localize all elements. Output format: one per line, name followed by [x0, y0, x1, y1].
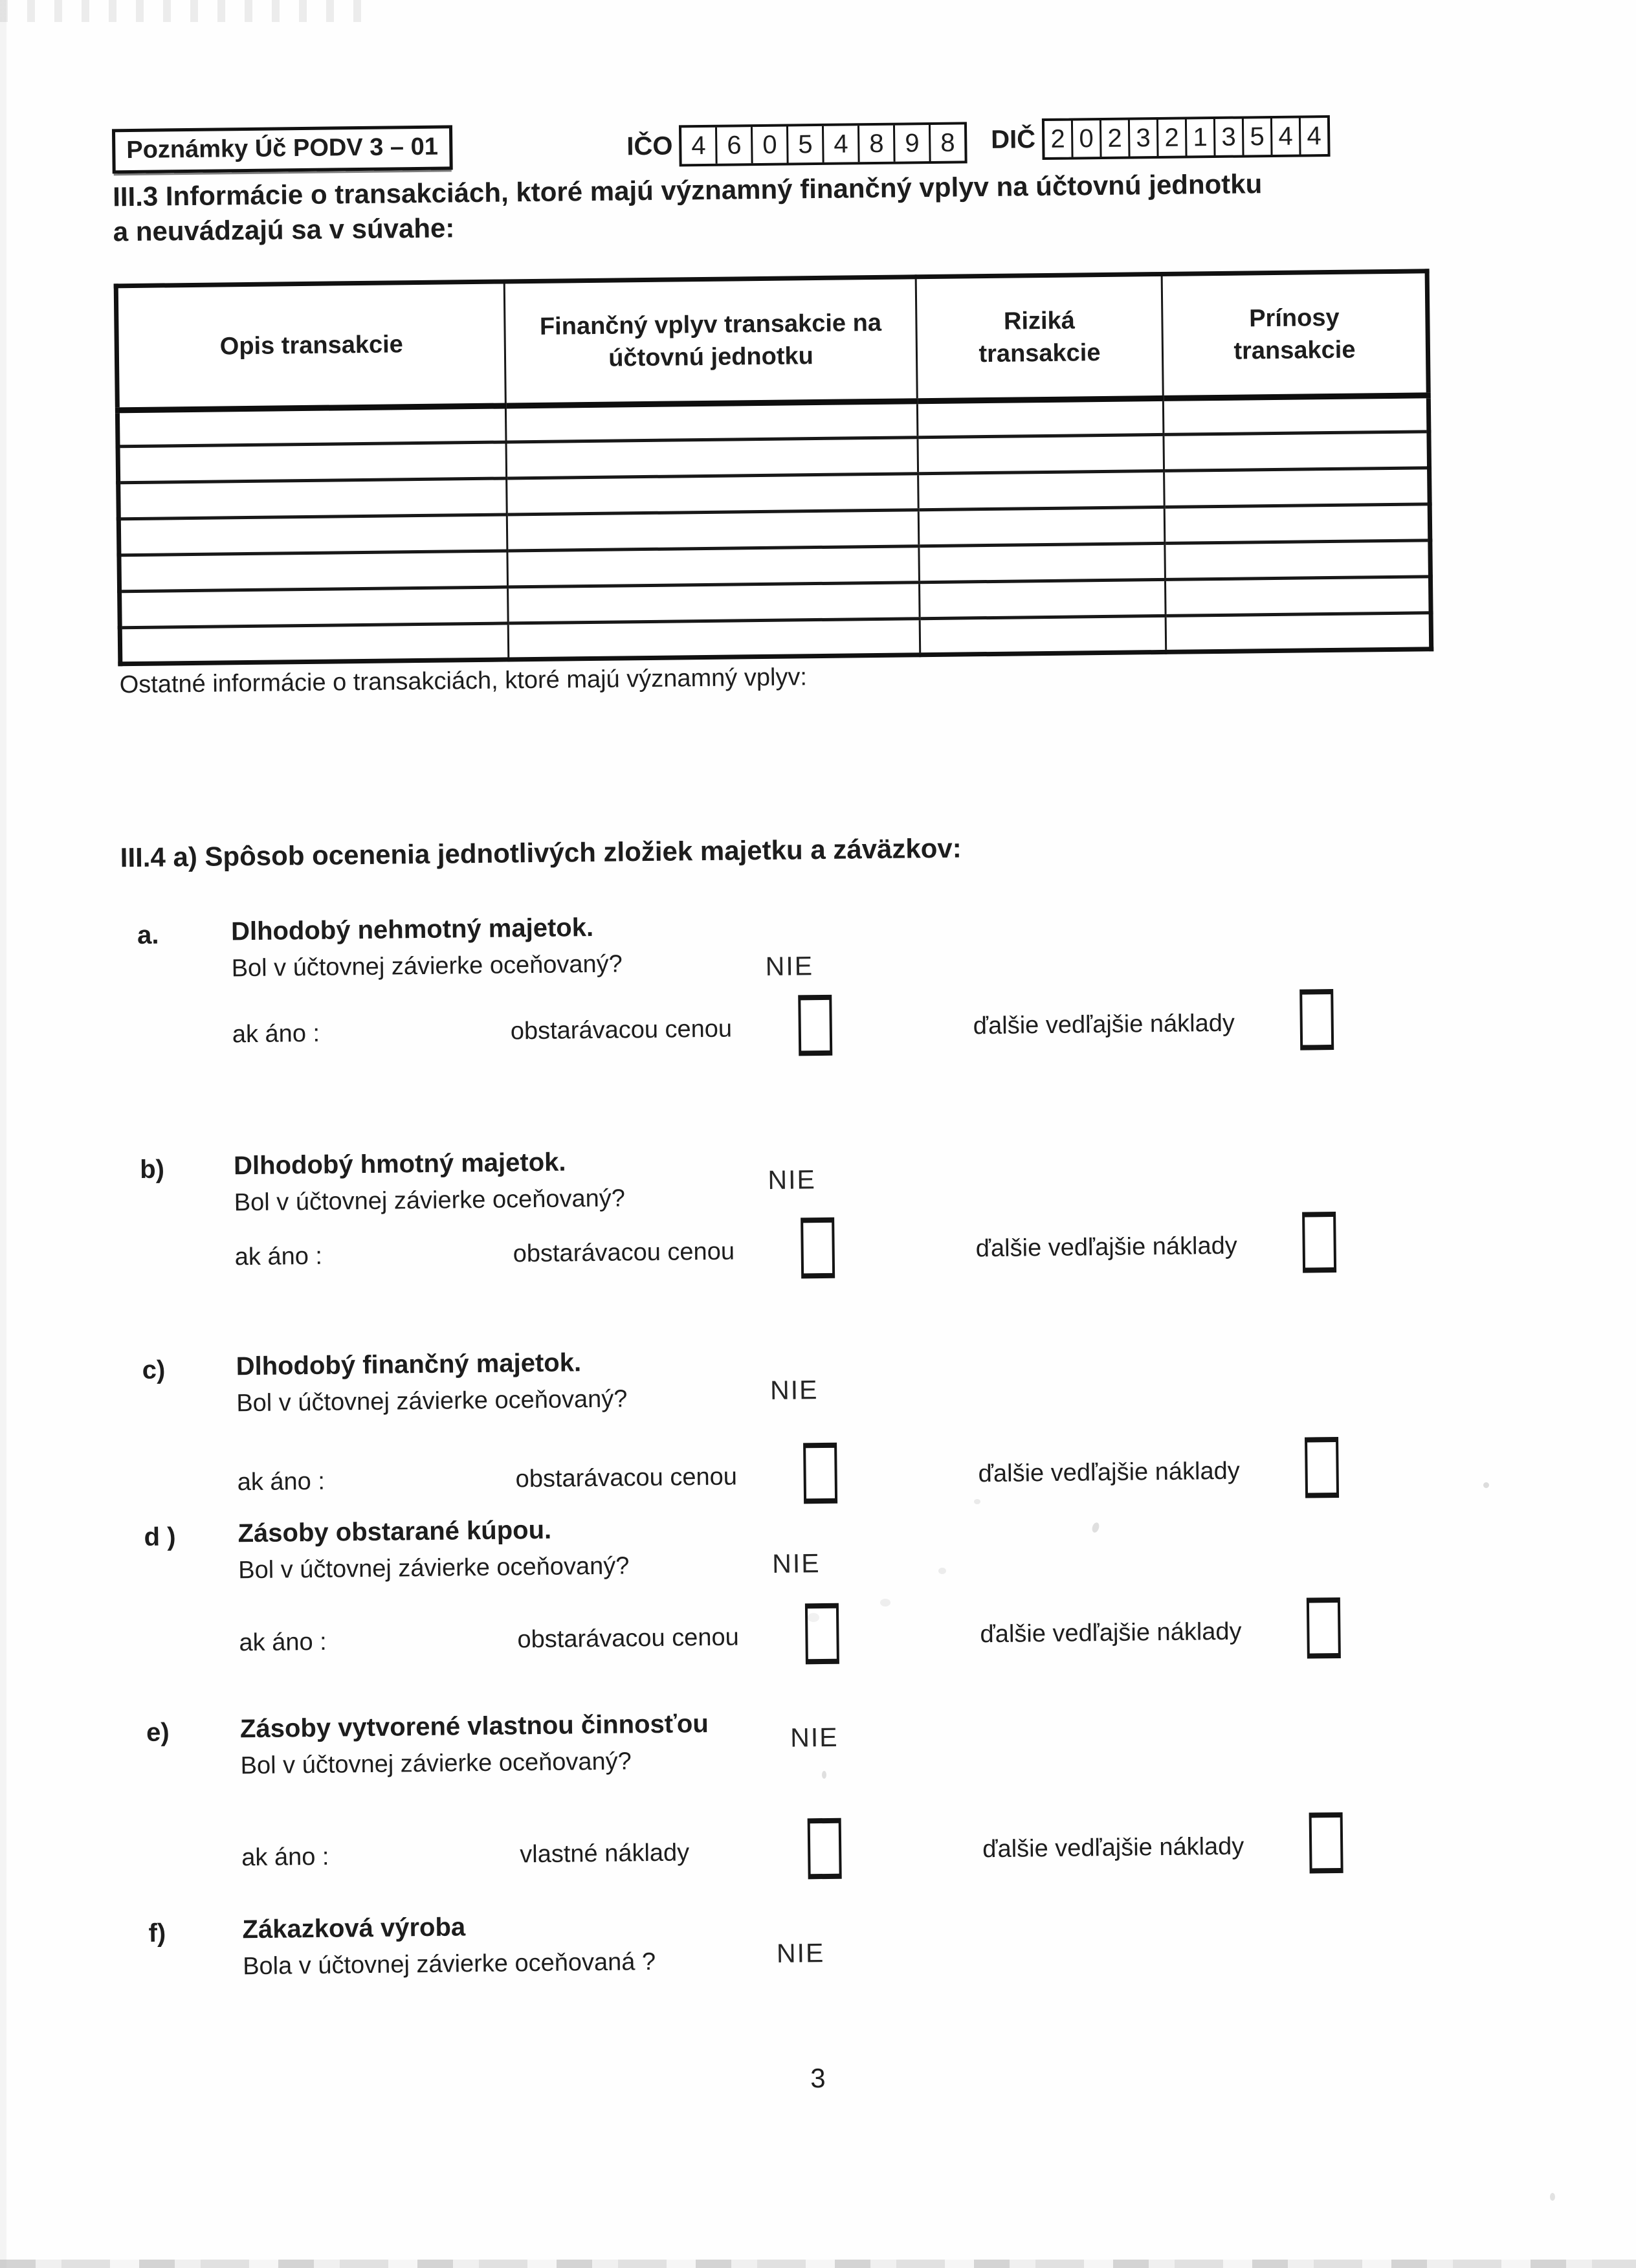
checkbox-obstaravacou-cenou[interactable] [801, 1217, 835, 1279]
checkbox-dalsie-vedlajsie-naklady[interactable] [1305, 1437, 1339, 1498]
section-iii3-heading [113, 164, 1492, 249]
table-header-row [116, 271, 1428, 410]
table-cell [1166, 613, 1432, 652]
checkbox-vlastne-naklady[interactable] [808, 1818, 842, 1880]
checkbox-dalsie-vedlajsie-naklady[interactable] [1307, 1597, 1341, 1659]
dic-digit: 1 [1185, 119, 1214, 155]
if-yes-label: ak áno : [239, 1628, 327, 1657]
item-question: Bol v účtovnej závierke oceňovaný? [234, 1184, 626, 1217]
ico-label: IČO [626, 131, 673, 161]
scan-smudge [938, 1568, 946, 1574]
table-cell [919, 579, 1166, 618]
if-yes-label: ak áno : [232, 1019, 320, 1049]
scan-smudge [1483, 1482, 1489, 1488]
col-financny-vplyv: Finančný vplyv transakcie na účtovnú jednotku [504, 277, 917, 406]
item-question: Bol v účtovnej závierke oceňovaný? [238, 1552, 630, 1584]
table-cell [507, 474, 919, 515]
checkbox-dalsie-vedlajsie-naklady[interactable] [1309, 1812, 1343, 1874]
dic-digit-boxes [1042, 115, 1331, 160]
ico-digit: 8 [857, 126, 894, 162]
item-title: Dlhodobý finančný majetok. [236, 1348, 582, 1381]
table-cell [117, 406, 506, 447]
if-yes-label: ak áno : [241, 1843, 329, 1872]
option2-label: ďalšie vedľajšie náklady [980, 1618, 1242, 1649]
item-title: Zásoby obstarané kúpou. [238, 1515, 552, 1548]
table-cell [118, 478, 507, 519]
table-cell [918, 434, 1164, 473]
answer-nie: NIE [776, 1938, 825, 1968]
dic-digit: 4 [1270, 118, 1299, 155]
checkbox-obstaravacou-cenou[interactable] [798, 995, 832, 1056]
item-letter: b) [139, 1155, 165, 1184]
table-cell [508, 619, 920, 660]
dic-digit: 3 [1213, 119, 1243, 155]
table-cell [919, 543, 1166, 582]
if-yes-label: ak áno : [237, 1467, 326, 1496]
answer-nie: NIE [771, 1548, 821, 1579]
table-cell [1165, 540, 1431, 580]
if-yes-row [131, 1810, 1498, 1891]
ico-digit: 9 [893, 125, 929, 162]
ico-digit: 4 [691, 131, 706, 160]
scan-smudge [974, 1499, 980, 1504]
table-cell [508, 583, 920, 623]
dic-digit: 0 [1071, 120, 1100, 157]
dic-digit: 2 [1156, 120, 1186, 156]
ico-digit: 4 [822, 126, 858, 162]
checkbox-dalsie-vedlajsie-naklady[interactable] [1299, 989, 1334, 1051]
option2-label: ďalšie vedľajšie náklady [978, 1457, 1240, 1488]
item-letter: e) [146, 1718, 170, 1747]
ico-group [626, 122, 967, 167]
dic-group [991, 115, 1331, 161]
page-number: 3 [810, 2063, 826, 2094]
table-cell [118, 442, 507, 483]
ico-digit: 6 [715, 127, 751, 164]
table-cell [119, 551, 508, 592]
answer-nie: NIE [769, 1375, 819, 1405]
table-cell [505, 401, 918, 442]
item-letter: f) [148, 1918, 166, 1948]
table-cell [917, 398, 1164, 437]
dic-label: DIČ [990, 124, 1036, 154]
option1-label: vlastné náklady [520, 1839, 690, 1869]
item-title: Zákazková výroba [242, 1913, 466, 1944]
option1-label: obstarávacou cenou [510, 1015, 733, 1045]
table-cell [1164, 432, 1430, 471]
option2-label: ďalšie vedľajšie náklady [973, 1009, 1235, 1040]
answer-nie: NIE [765, 951, 814, 981]
ico-digit-boxes [679, 122, 967, 166]
option1-label: obstarávacou cenou [517, 1623, 739, 1654]
transactions-table [114, 269, 1434, 666]
item-title: Dlhodobý nehmotný majetok. [230, 913, 594, 946]
table-cell [120, 623, 509, 664]
option2-label: ďalšie vedľajšie náklady [975, 1232, 1238, 1263]
valuation-item-d [127, 1505, 1527, 1702]
item-letter: d ) [144, 1522, 176, 1551]
scan-smudge [822, 1771, 826, 1779]
col-opis: Opis transakcie [116, 282, 505, 410]
if-yes-label: ak áno : [234, 1242, 323, 1271]
table-cell [507, 546, 920, 587]
scan-smudge [808, 1613, 819, 1622]
form-id-box [112, 125, 452, 173]
scan-smudge [880, 1599, 890, 1606]
answer-nie: NIE [790, 1722, 839, 1753]
option1-label: obstarávacou cenou [515, 1463, 738, 1493]
scan-edge-bottom [0, 2260, 1636, 2268]
col-rizika: Riziká transakcie [916, 274, 1163, 401]
table-cell [1164, 504, 1430, 544]
item-title: Dlhodobý hmotný majetok. [233, 1148, 566, 1181]
if-yes-row [124, 1210, 1490, 1290]
option1-label: obstarávacou cenou [513, 1238, 735, 1268]
other-transactions-note: Ostatné informácie o transakciách, ktoré majú významný vplyv: [119, 663, 808, 699]
item-letter: a. [137, 920, 159, 950]
section-iii4-heading: III.4 a) Spôsob ocenenia jednotlivých zložiek majetku a záväzkov: [120, 832, 962, 873]
table-cell [1165, 577, 1431, 616]
scan-edge-left [0, 0, 6, 2268]
item-question: Bol v účtovnej závierke oceňovaný? [236, 1385, 628, 1418]
heading-line-1: III.3 Informácie o transakciách, ktoré majú významný finančný vplyv na účtovnú jednotku [112, 168, 1263, 212]
item-question: Bol v účtovnej závierke oceňovaný? [231, 950, 623, 983]
table-cell [918, 471, 1165, 509]
valuation-item-a [121, 903, 1521, 1100]
table-cell [507, 510, 919, 551]
table-cell [118, 515, 507, 555]
table-cell [1164, 468, 1430, 507]
item-question: Bol v účtovnej závierke oceňovaný? [240, 1748, 632, 1780]
valuation-item-e [130, 1700, 1530, 1897]
dic-digit: 3 [1128, 120, 1157, 156]
checkbox-obstaravacou-cenou[interactable] [805, 1603, 839, 1665]
if-yes-row [122, 987, 1488, 1067]
valuation-item-b [124, 1137, 1523, 1334]
form-id-label: Poznámky Úč PODV 3 – 01 [126, 133, 439, 164]
valuation-item-c [126, 1338, 1525, 1535]
if-yes-row [127, 1435, 1493, 1515]
item-letter: c) [142, 1355, 166, 1384]
if-yes-row [129, 1595, 1495, 1676]
table-cell [120, 587, 509, 628]
dic-digit: 4 [1299, 118, 1328, 154]
item-question: Bola v účtovnej závierke oceňovaná ? [242, 1948, 656, 1981]
table-cell [506, 438, 918, 478]
checkbox-dalsie-vedlajsie-naklady[interactable] [1302, 1212, 1336, 1273]
valuation-item-f [132, 1901, 1532, 2098]
answer-nie: NIE [768, 1164, 817, 1195]
heading-line-2: a neuvádzajú sa v súvahe: [113, 212, 455, 247]
item-title: Zásoby vytvorené vlastnou činnosťou [239, 1709, 709, 1744]
ico-digit: 8 [929, 124, 965, 161]
dic-digit: 5 [1242, 118, 1271, 155]
table-cell [920, 616, 1166, 654]
table-cell [1163, 395, 1429, 435]
dic-digit: 2 [1100, 120, 1129, 157]
option2-label: ďalšie vedľajšie náklady [982, 1832, 1244, 1863]
ico-digit: 5 [786, 126, 823, 163]
col-prinosy: Prínosy transakcie [1162, 271, 1428, 399]
scan-smudge [1550, 2193, 1555, 2201]
ico-digit: 0 [751, 127, 787, 164]
table-cell [918, 507, 1165, 546]
checkbox-obstaravacou-cenou[interactable] [803, 1443, 837, 1504]
scan-streaks [0, 0, 362, 22]
dic-digit: 2 [1050, 124, 1065, 153]
